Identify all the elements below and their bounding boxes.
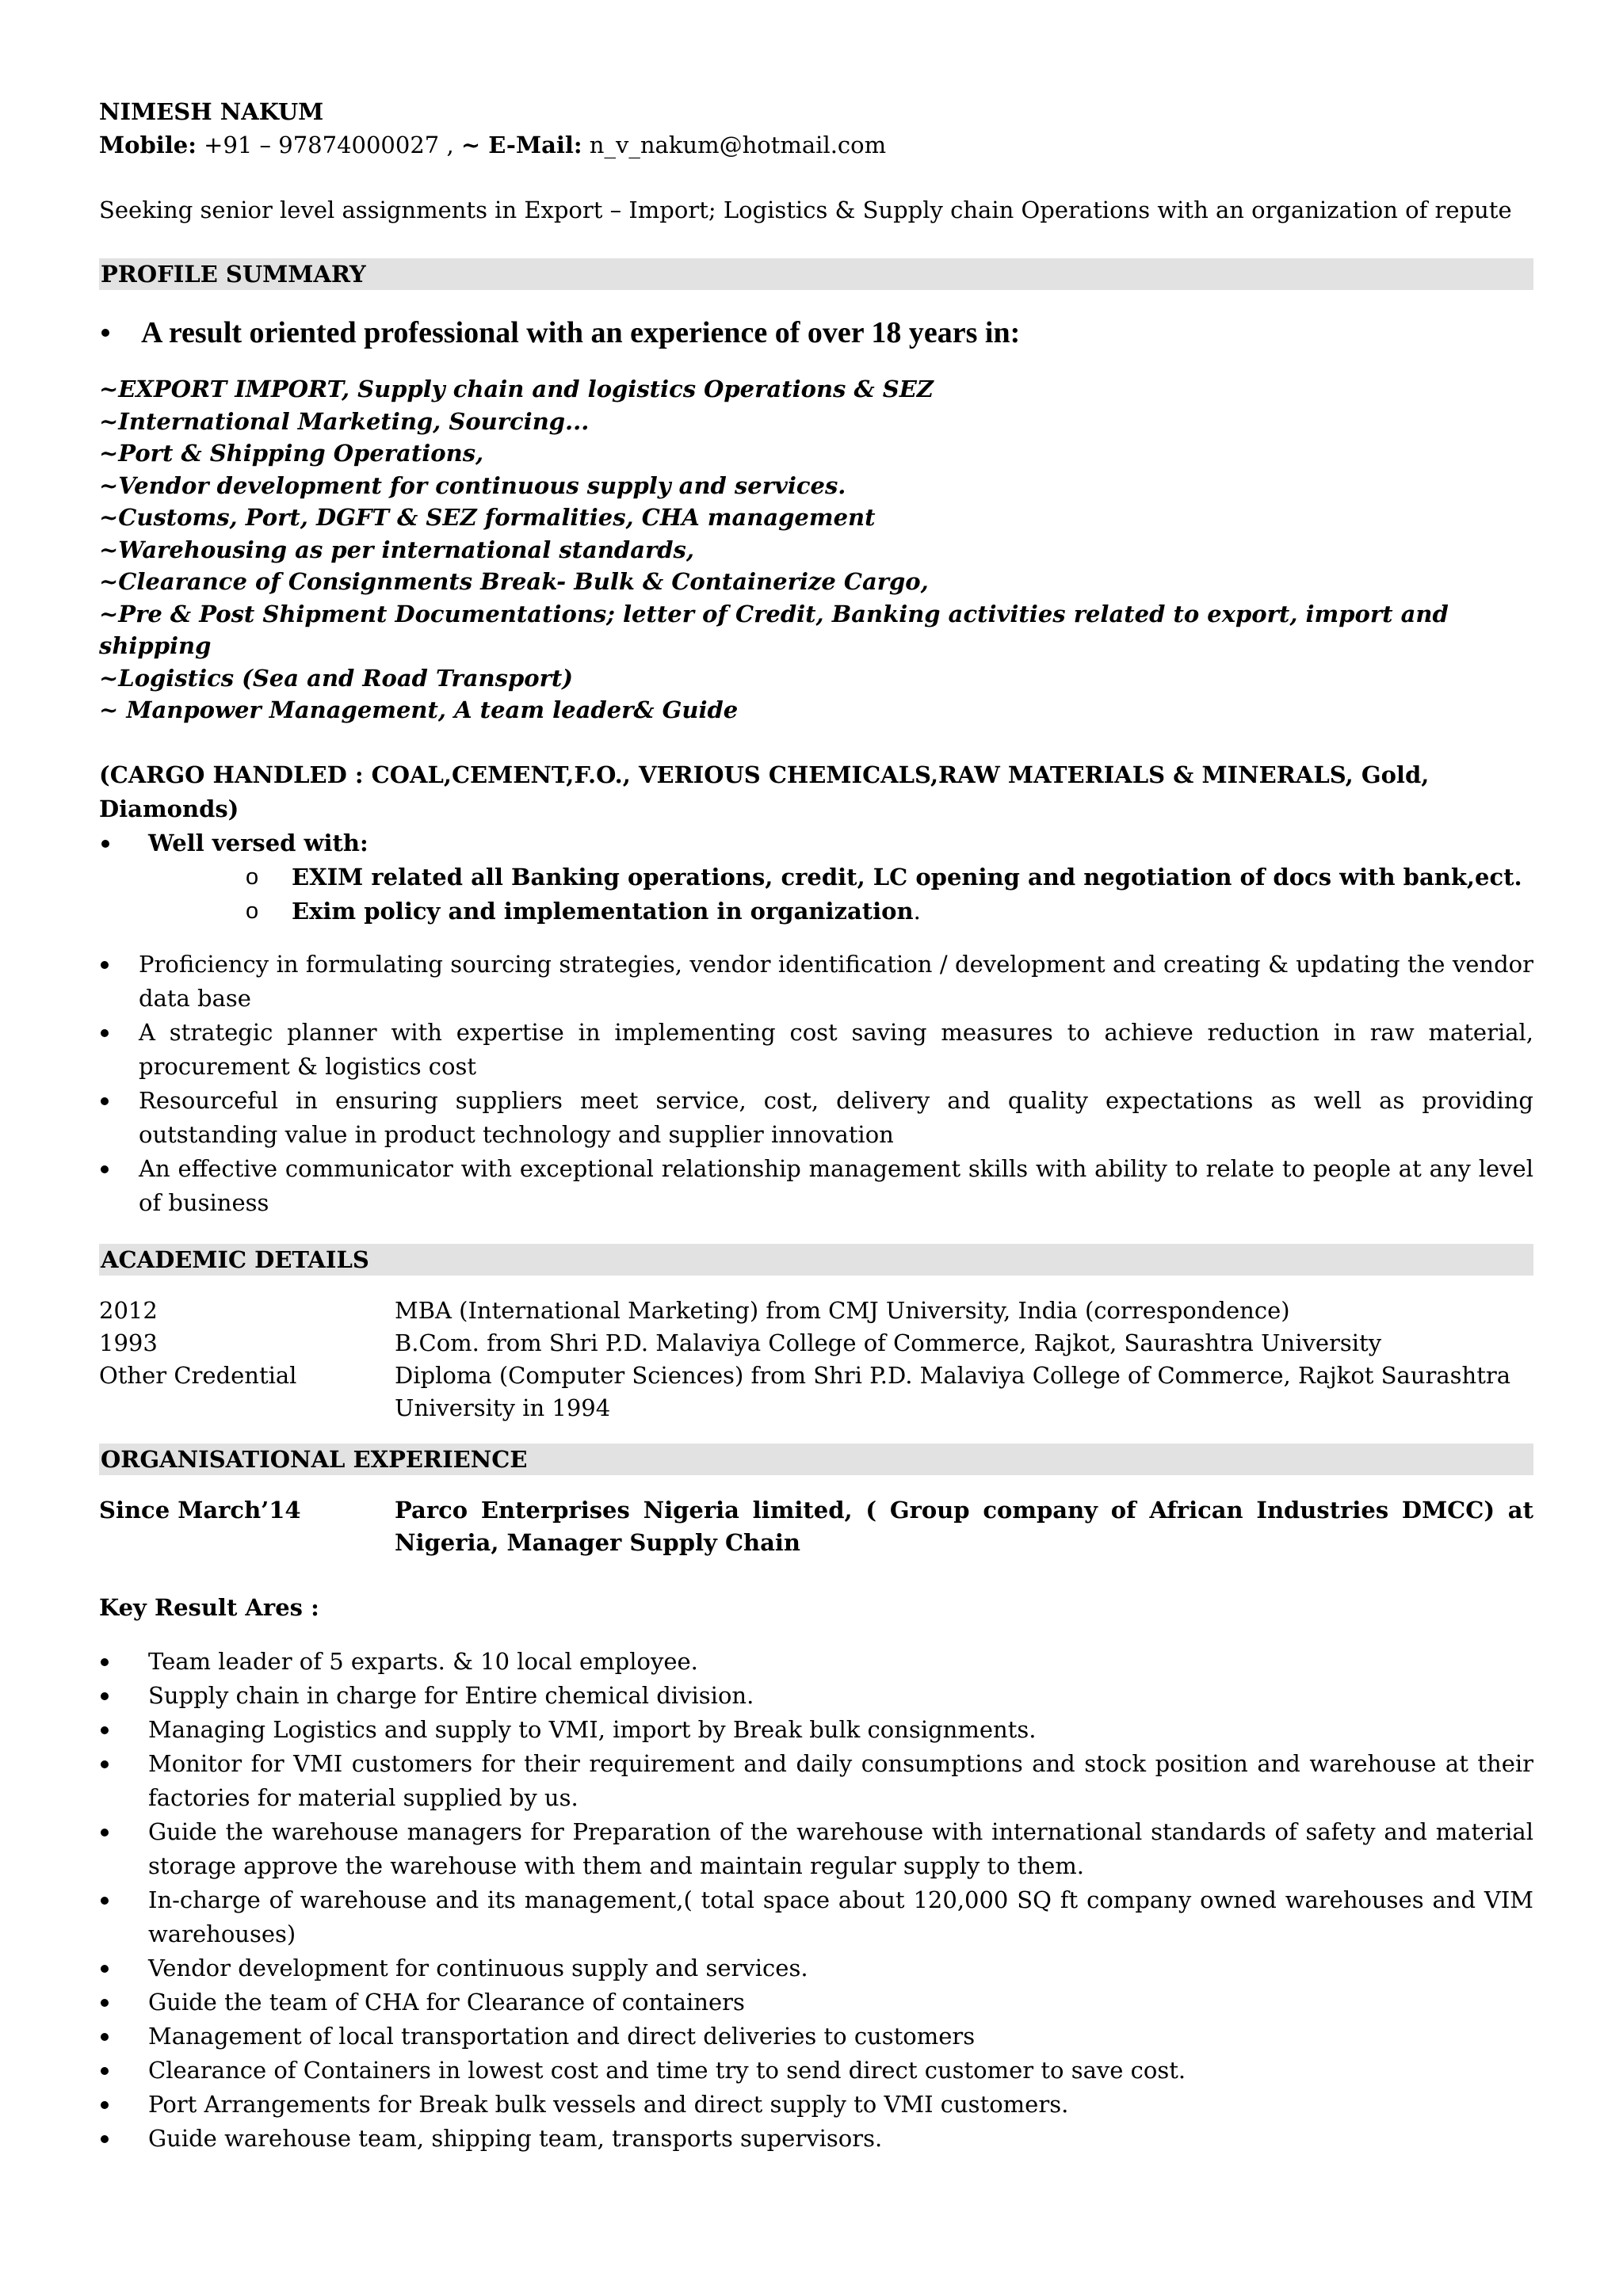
well-versed-sublist — [99, 860, 1533, 929]
key-result-areas-heading: Key Result Ares : — [99, 1593, 319, 1621]
candidate-name: NIMESH NAKUM — [99, 98, 324, 125]
skill-item: ~Logistics (Sea and Road Transport) — [99, 664, 573, 692]
skill-item: ~Vendor development for continuous supply and services. — [99, 471, 846, 499]
skill-item: ~Pre & Post Shipment Documentations; letter of Credit, Banking activities related to export, import and shipping — [99, 600, 1449, 659]
key-result-item: Guide the warehouse managers for Preparation of the warehouse with international standards of safety and material storage approve the warehouse with them and maintain regular supply to them. — [99, 1815, 1533, 1883]
key-result-item: Monitor for VMI customers for their requirement and daily consumptions and stock position and warehouse at their factories for material supplied by us. — [99, 1747, 1533, 1815]
academic-row — [99, 1295, 1533, 1327]
profile-bullet-item: Resourceful in ensuring suppliers meet service, cost, delivery and quality expectations as well as providing outstanding value in product technology and supplier innovation — [99, 1084, 1533, 1152]
key-result-item: Clearance of Containers in lowest cost and time try to send direct customer to save cost. — [99, 2054, 1533, 2088]
key-result-areas-list — [99, 1645, 1533, 2156]
sublist-item-suffix: . — [913, 897, 921, 925]
sublist-item — [246, 894, 1533, 929]
profile-bullet-item: An effective communicator with exceptional relationship management skills with ability to relate to people at any level of business — [99, 1152, 1533, 1220]
bullet-icon — [101, 329, 109, 337]
key-result-item: Managing Logistics and supply to VMI, import by Break bulk consignments. — [99, 1713, 1533, 1747]
academic-year: Other Credential — [99, 1361, 297, 1389]
well-versed-item — [99, 826, 1533, 860]
academic-detail: MBA (International Marketing) from CMJ University, India (correspondence) — [395, 1296, 1290, 1324]
academic-details-heading: ACADEMIC DETAILS — [99, 1244, 1533, 1276]
bullet-icon — [101, 840, 109, 848]
cargo-handled: (CARGO HANDLED : COAL,CEMENT,F.O., VERIOUS CHEMICALS,RAW MATERIALS & MINERALS, Gold, Diamonds) — [99, 761, 1430, 822]
email-label: ~ E-Mail: — [460, 132, 582, 158]
profile-summary-heading: PROFILE SUMMARY — [99, 258, 1533, 290]
key-result-item: Management of local transportation and direct deliveries to customers — [99, 2019, 1533, 2054]
key-result-item: Vendor development for continuous supply and services. — [99, 1951, 1533, 1985]
key-result-item: Team leader of 5 exparts. & 10 local employee. — [99, 1645, 1533, 1679]
skill-item: ~Port & Shipping Operations, — [99, 440, 484, 467]
key-result-item: Guide warehouse team, shipping team, transports supervisors. — [99, 2122, 1533, 2156]
skill-item: ~Customs, Port, DGFT & SEZ formalities, CHA management — [99, 504, 876, 531]
profile-bullets — [99, 948, 1533, 1220]
skill-item: ~ Manpower Management, A team leader& Guide — [99, 696, 739, 723]
mobile-value: +91 – 97874000027 , — [196, 132, 461, 158]
skill-item: ~Clearance of Consignments Break- Bulk & Containerize Cargo, — [99, 568, 929, 595]
academic-detail: B.Com. from Shri P.D. Malaviya College of Commerce, Rajkot, Saurashtra University — [395, 1329, 1382, 1356]
academic-year: 2012 — [99, 1296, 158, 1324]
skills-list — [99, 373, 1533, 727]
resume-page — [99, 95, 1533, 2156]
objective-statement: Seeking senior level assignments in Export – Import; Logistics & Supply chain Operations with an organization of repute — [99, 196, 1512, 223]
academic-year: 1993 — [99, 1329, 158, 1356]
sublist-item-text: Exim policy and implementation in organization — [292, 897, 914, 925]
experience-period: Since March’14 — [99, 1496, 301, 1524]
sublist-item: o EXIM related all Banking operations, credit, LC opening and negotiation of docs with bank,ect. — [246, 860, 1533, 894]
skill-item: ~Warehousing as per international standards, — [99, 536, 694, 563]
profile-bullet-item: Proficiency in formulating sourcing strategies, vendor identification / development and creating & updating the vendor data base — [99, 948, 1533, 1016]
key-result-item: Guide the team of CHA for Clearance of containers — [99, 1985, 1533, 2019]
email-value: n_v_nakum@hotmail.com — [582, 132, 887, 158]
key-result-item: Port Arrangements for Break bulk vessels and direct supply to VMI customers. — [99, 2088, 1533, 2122]
profile-bullet-item: A strategic planner with expertise in implementing cost saving measures to achieve reduction in raw material, procurement & logistics cost — [99, 1016, 1533, 1084]
key-result-item: In-charge of warehouse and its management,( total space about 120,000 SQ ft company owned warehouses and VIM warehouses) — [99, 1883, 1533, 1951]
academic-row — [99, 1327, 1533, 1360]
well-versed-label: Well versed with: — [148, 829, 369, 856]
contact-line — [99, 128, 1533, 162]
academic-detail: Diploma (Computer Sciences) from Shri P.D. Malaviya College of Commerce, Rajkot Saurashtra University in 1994 — [395, 1361, 1511, 1421]
academic-table — [99, 1295, 1533, 1425]
skill-item: ~International Marketing, Sourcing... — [99, 407, 590, 435]
profile-headline — [101, 313, 1533, 353]
profile-headline-text: A result oriented professional with an experience of over 18 years in: — [141, 316, 1021, 349]
key-result-item: Supply chain in charge for Entire chemical division. — [99, 1679, 1533, 1713]
experience-entry — [99, 1494, 1533, 1559]
mobile-label: Mobile: — [99, 132, 197, 158]
experience-company: Parco Enterprises Nigeria limited, ( Group company of African Industries DMCC) at Nigeria, Manager Supply Chain — [395, 1496, 1533, 1556]
skill-item: ~EXPORT IMPORT, Supply chain and logistics Operations & SEZ — [99, 376, 934, 402]
academic-row — [99, 1360, 1533, 1425]
organisational-experience-heading: ORGANISATIONAL EXPERIENCE — [99, 1444, 1533, 1475]
